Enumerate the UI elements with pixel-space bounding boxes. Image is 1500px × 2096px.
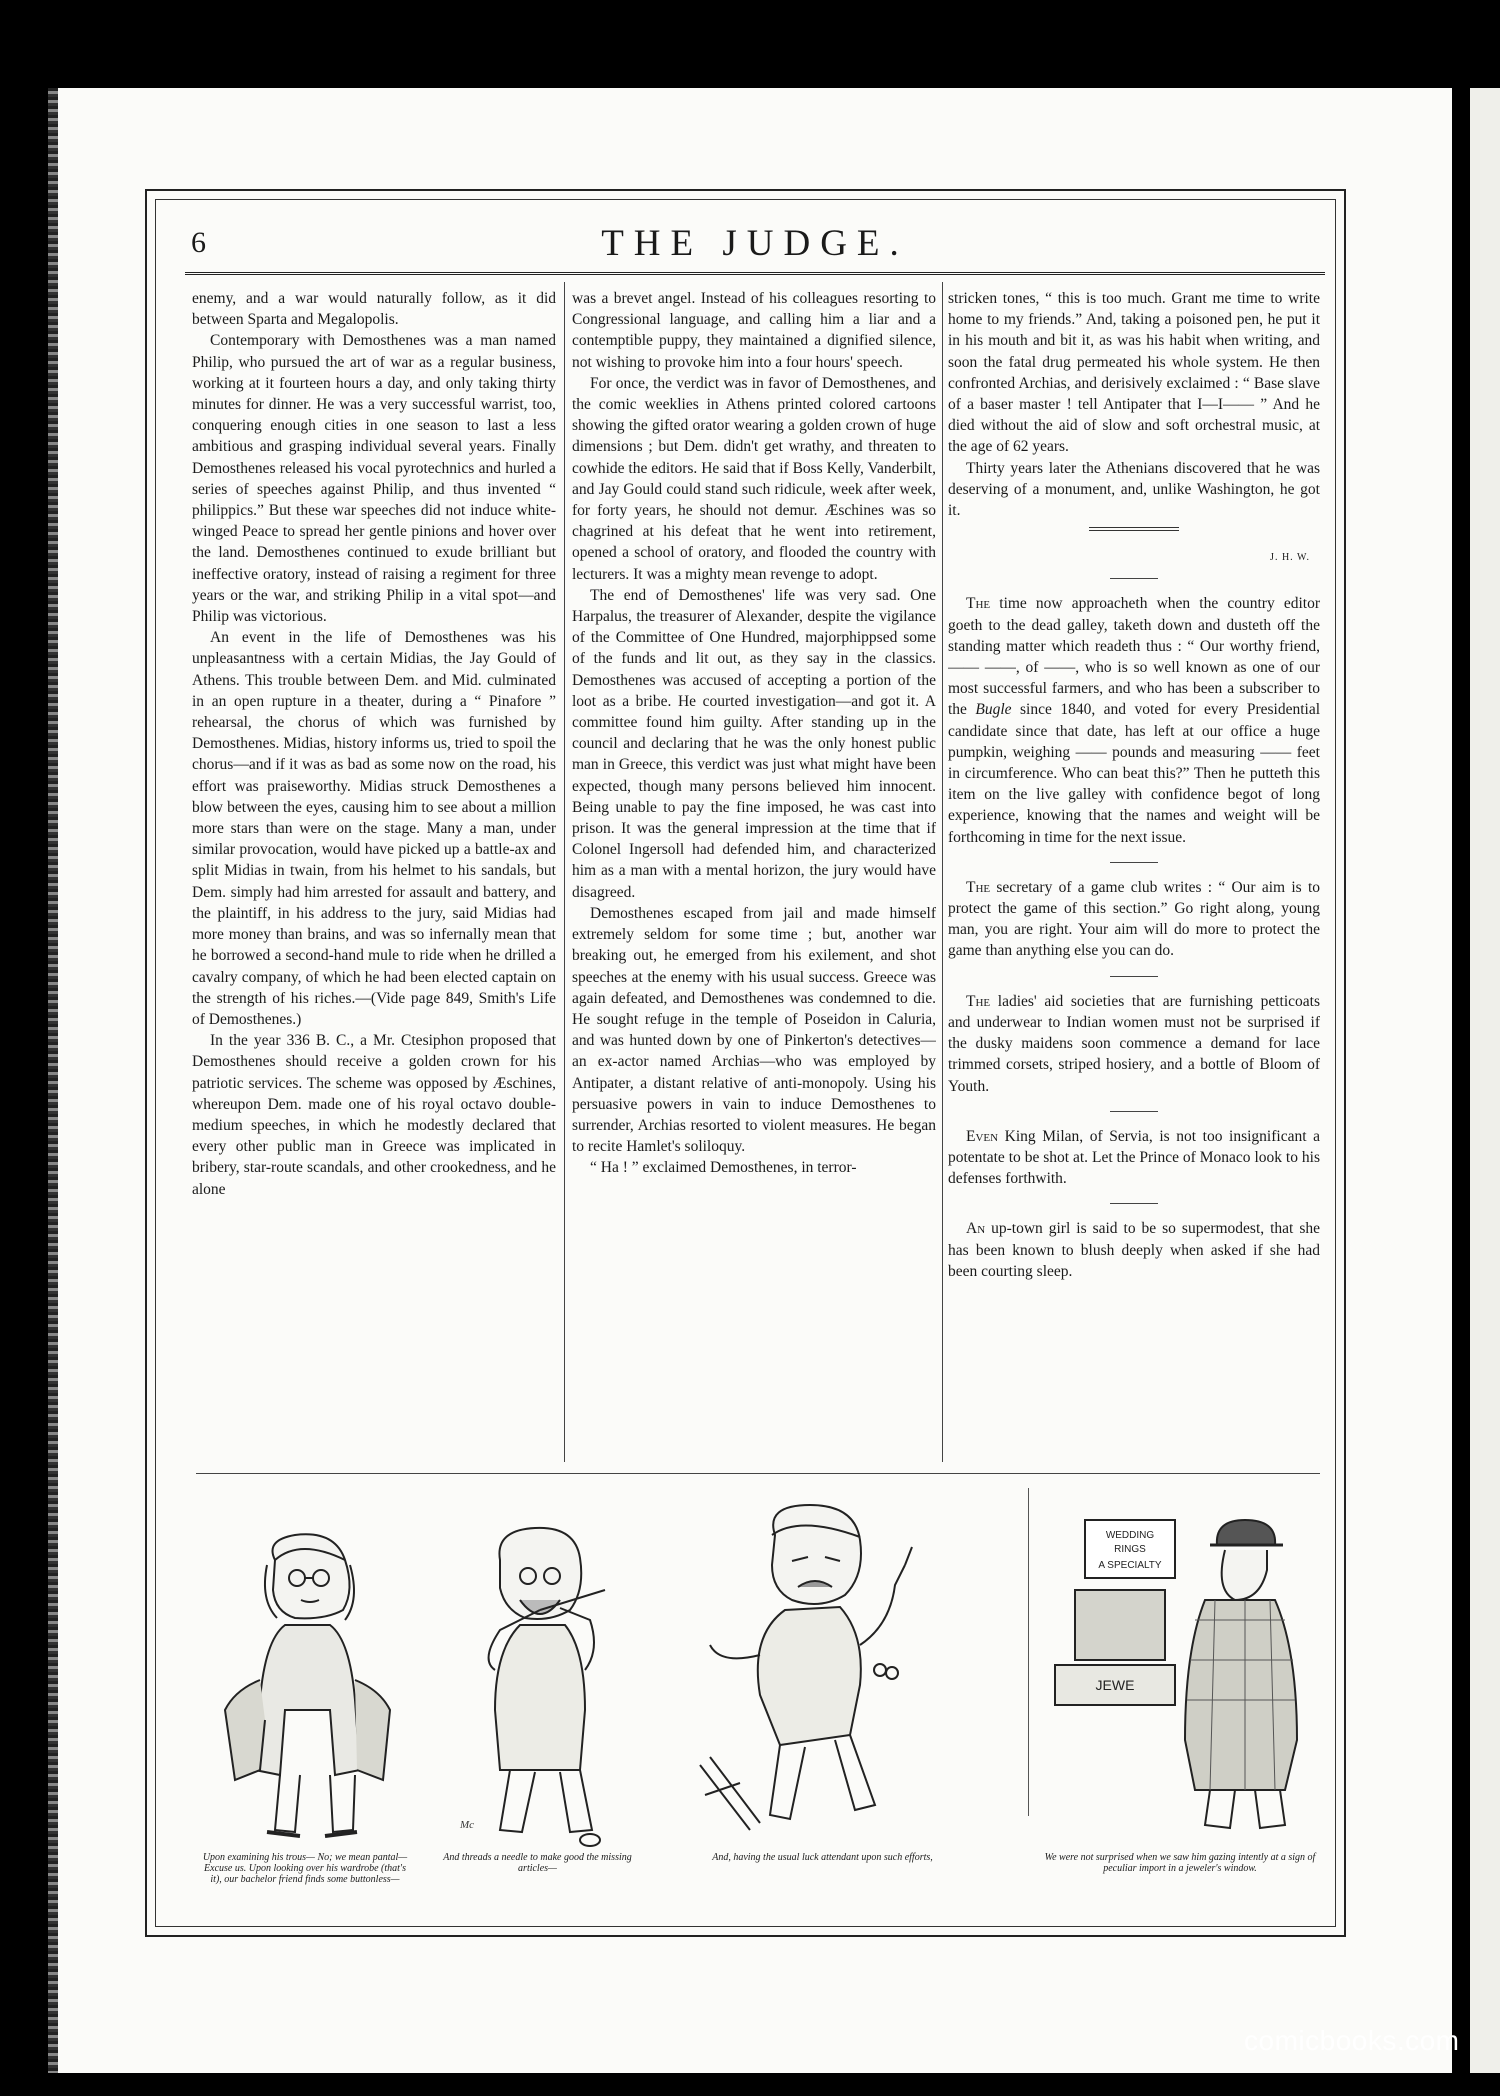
article-column-1 <box>192 288 556 1478</box>
item-text: time now approacheth when the country editor goeth to the dead galley, taketh down and dusteth off the standing matter which readeth thus : “ Our worthy friend, —— ——, of ——, who is so well known as one of our most successful farmers, and who has been a subscriber to the <box>948 595 1320 719</box>
shop-sign-line-3: A SPECIALTY <box>1098 1560 1162 1571</box>
cartoon-panel-2 <box>440 1510 650 1850</box>
column-divider <box>942 282 943 1462</box>
cartoon-caption-3: And, having the usual luck attendant upon such efforts, <box>712 1852 933 1863</box>
cartoon-caption-1: Upon examining his trous— No; we mean pantal— Excuse us. Upon looking over his wardrobe (that's it), our bachelor friend finds some buttonless— <box>202 1852 408 1885</box>
article-column-3 <box>948 288 1320 1478</box>
item-text: ladies' aid societies that are furnishing petticoats and underwear to Indian women must not be surprised if the dusky maidens soon commence a demand for lace trimmed corsets, striped hosiery, and a bottle of Bloom of Youth. <box>948 992 1320 1095</box>
paragraph: For once, the verdict was in favor of Demosthenes, and the comic weeklies in Athens printed colored cartoons showing the gifted orator wearing a golden crown of huge dimensions ; but Dem. didn't get wrathy, and threaten to cowhide the editors. He said that if Boss Kelly, Vanderbilt, and Jay Gould could stand such ridicule, week after week, for forty years, he should not demur. Æschines was so chagrined at his defeat that he went into retirement, opened a school of oratory, and flooded the country with lecturers. It was a mighty mean revenge to adopt. <box>572 374 936 583</box>
item-text: secretary of a game club writes : “ Our aim is to protect the game of this section.” Go right along, young man, you are right. Your aim will do more to protect the game than anything else you can do. <box>948 878 1320 960</box>
article-column-2 <box>572 288 936 1478</box>
paragraph: was a brevet angel. Instead of his colleagues resorting to Congressional language, and calling him a liar and a contemptible puppy, they maintained a dignified silence, not wishing to provoke him into a four hours' speech. <box>572 290 936 371</box>
item-text: up-town girl is said to be so supermodest, that she has been known to blush deeply when asked if she had been courting sleep. <box>948 1220 1320 1280</box>
paragraph: Contemporary with Demosthenes was a man named Philip, who pursued the art of war as a regular business, working at it fourteen hours a day, and only taking thirty minutes for dinner. He was a very successful warrist, too, conquering enough cities in one season to last a less ambitious and grasping individual several years. Finally Demosthenes released his vocal pyrotechnics and hurled a series of speeches against Philip, and thus invented “ philippics.” But these war speeches did not induce white-winged Peace to spread her gentle pinions and hover over the land. Demosthenes continued to exude brilliant but ineffective oratory, instead of raising a regiment for three years or the war, and striking Philip in a vital spot—and Philip was victorious. <box>192 332 556 626</box>
item-separator <box>1110 976 1158 977</box>
item-text: since 1840, and voted for every Presidential candidate since that date, has left at our office a huge pumpkin, weighing —— pounds and measuring —— feet in circumference. Who can beat this?” Then he putteth this item on the live galley with confidence begot of long experience, knowing that the names and weight will be forthcoming in time for the next issue. <box>948 701 1320 846</box>
item-separator <box>1110 1203 1158 1204</box>
paragraph: stricken tones, “ this is too much. Grant me time to write home to my friends.” And, taking a poisoned pen, he put it in his mouth and bit it, as was his habit when writing, and soon the fatal drug permeated his whole system. He then confronted Archias, and derisively exclaimed : “ Base slave of a baser master ! tell Antipater that I—I—— ” And he died without the aid of slow and soft orchestral music, at the age of 62 years. <box>948 290 1320 456</box>
item-separator <box>1110 1111 1158 1112</box>
shop-window-lettering: JEWE <box>1095 1677 1135 1693</box>
page-title: THE JUDGE. <box>601 223 909 264</box>
item-lead: The <box>966 878 991 896</box>
masthead-rule <box>185 272 1325 275</box>
artist-signature: Mc <box>460 1819 475 1831</box>
item-lead: Even <box>966 1127 999 1145</box>
panel-divider <box>1028 1488 1029 1816</box>
section-separator <box>1089 527 1179 531</box>
cartoon-caption-4: We were not surprised when we saw him gazing intently at a sign of peculiar import in a jeweler's window. <box>1044 1852 1316 1874</box>
next-page-edge <box>1470 88 1500 2073</box>
shop-sign-line-1: WEDDING <box>1105 1530 1155 1541</box>
item-separator <box>1110 578 1158 579</box>
author-initials: J. H. W. <box>1270 552 1310 564</box>
cartoon-strip-rule <box>196 1473 1320 1474</box>
item-lead: The <box>966 595 991 613</box>
item-lead: An <box>966 1220 986 1238</box>
news-item <box>948 1218 1320 1282</box>
cartoon-panel-1 <box>205 1520 415 1845</box>
site-watermark: comicbooks.com <box>1244 2025 1460 2056</box>
cartoon-caption-2: And threads a needle to make good the missing articles— <box>443 1852 632 1874</box>
item-lead: The <box>966 992 991 1010</box>
item-separator <box>1110 862 1158 863</box>
news-item <box>948 1126 1320 1190</box>
paragraph: The end of Demosthenes' life was very sad. One Harpalus, the treasurer of Alexander, despite the vigilance of the Committee of One Hundred, majorphippsed some of the funds and lit out, as they say in the classics. Demosthenes was accused of accepting a portion of the loot as a bribe. He courted investigation—and got it. A committee found him guilty. After standing up in the council and declaring that he was the only honest public man in Greece, this verdict was just what might have been expected, though many persons believed him innocent. Being unable to pay the fine imposed, he was cast into prison. It was the general impression at the time that if Colonel Ingersoll had defended him, and characterized him as a man with a mental horizon, the jury would have disagreed. <box>572 586 936 901</box>
masthead <box>185 222 1325 272</box>
paragraph: enemy, and a war would naturally follow, as it did between Sparta and Megalopolis. <box>192 290 556 329</box>
column-divider <box>564 282 565 1462</box>
page-number: 6 <box>191 226 206 259</box>
item-text: King Milan, of Servia, is not too insignificant a potentate to be shot at. Let the Prince of Monaco look to his defenses forthwith. <box>948 1127 1320 1188</box>
news-item <box>948 593 1320 847</box>
shop-sign-line-2: RINGS <box>1114 1544 1146 1555</box>
cartoon-panel-3 <box>680 1495 960 1845</box>
paragraph: An event in the life of Demosthenes was his unpleasantness with a certain Midias, the Jay Gould of Athens. This trouble between Dem. and Mid. culminated in an open rupture in a theater, during a “ Pinafore ” rehearsal, the chorus of which was furnished by Demosthenes. Midias, history informs us, tried to spoil the chorus—and if it was as bad as some now on the road, his effort was praiseworthy. Midias struck Demosthenes a blow between the eyes, causing him to see about a million more stars than were on the stage. Many a man, under similar provocation, would have picked up a battle-ax and split Midias in twain, from his helmet to his sandals, but Dem. simply had him arrested for assault and battery, and the plaintiff, in his address to the jury, said Midias had more money than brains, and was so infernally mean that he borrowed a second-hand mule to ride when he drilled a cavalry company, of which he had been elected captain on the strength of his riches.—(Vide page 849, Smith's Life of Demosthenes.) <box>192 629 556 1028</box>
paragraph: Demosthenes escaped from jail and made himself extremely seldom for some time ; but, another war breaking out, he emerged from his exilement, and shot speeches at the enemy with his usual success. Greece was again defeated, and Demosthenes was condemned to die. He sought refuge in the temple of Poseidon in Caluria, and was hunted down by one of Pinkerton's detectives—an ex-actor named Archias—who was employed by Antipater, a distant relative of anti-monopoly. Using his persuasive powers in vain to induce Demosthenes to surrender, Archias resorted to violent measures. He began to recite Hamlet's soliloquy. <box>572 904 936 1156</box>
paragraph: In the year 336 B. C., a Mr. Ctesiphon proposed that Demosthenes should receive a golden crown for his patriotic services. The scheme was opposed by Æschines, whereupon Dem. made one of his royal octavo double-medium speeches, in which he modestly declared that every other public man in Greece was implicated in bribery, star-route scandals, and other crookedness, and he alone <box>192 1032 556 1198</box>
item-italic: Bugle <box>975 701 1012 719</box>
page-binding-edge <box>48 88 58 2073</box>
news-item <box>948 991 1320 1097</box>
cartoon-panel-4 <box>1035 1490 1325 1845</box>
news-item <box>948 877 1320 962</box>
paragraph: “ Ha ! ” exclaimed Demosthenes, in terror- <box>590 1159 857 1177</box>
paragraph: Thirty years later the Athenians discovered that he was deserving of a monument, and, unlike Washington, he got it. <box>948 459 1320 520</box>
